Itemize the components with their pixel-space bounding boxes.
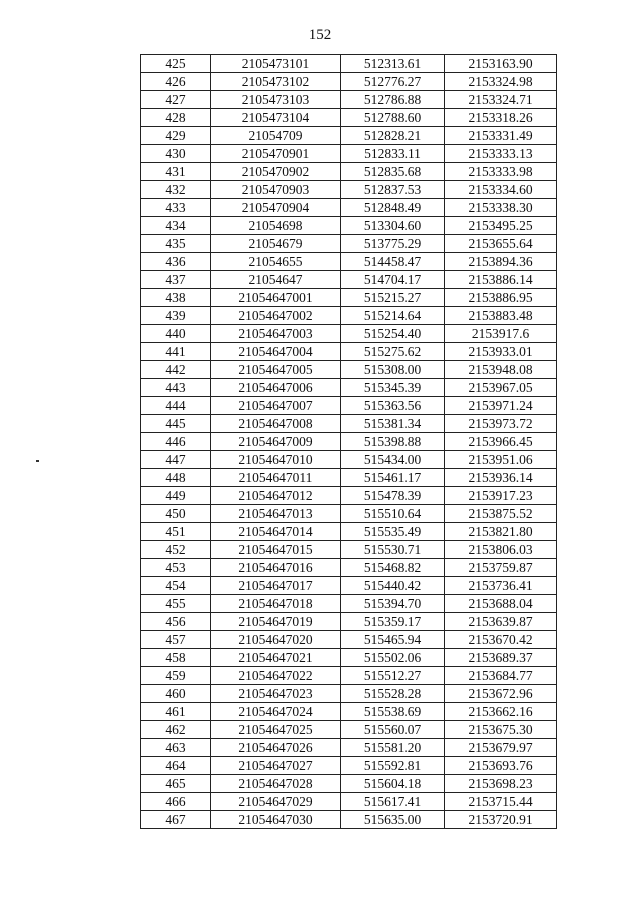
y-coordinate-cell: 2153966.45 xyxy=(445,433,557,451)
point-id-cell: 21054647030 xyxy=(211,811,341,829)
x-coordinate-cell: 512837.53 xyxy=(341,181,445,199)
row-number-cell: 455 xyxy=(141,595,211,613)
point-id-cell: 2105470903 xyxy=(211,181,341,199)
table-row xyxy=(141,379,557,397)
y-coordinate-cell: 2153655.64 xyxy=(445,235,557,253)
point-id-cell: 2105473103 xyxy=(211,91,341,109)
x-coordinate-cell: 515581.20 xyxy=(341,739,445,757)
x-coordinate-cell: 512786.88 xyxy=(341,91,445,109)
row-number-cell: 448 xyxy=(141,469,211,487)
table-row xyxy=(141,793,557,811)
point-id-cell: 21054647006 xyxy=(211,379,341,397)
point-id-cell: 21054647012 xyxy=(211,487,341,505)
point-id-cell: 2105470901 xyxy=(211,145,341,163)
table-row xyxy=(141,595,557,613)
point-id-cell: 21054647013 xyxy=(211,505,341,523)
y-coordinate-cell: 2153670.42 xyxy=(445,631,557,649)
x-coordinate-cell: 515398.88 xyxy=(341,433,445,451)
table-row xyxy=(141,181,557,199)
y-coordinate-cell: 2153689.37 xyxy=(445,649,557,667)
point-id-cell: 21054647017 xyxy=(211,577,341,595)
x-coordinate-cell: 512835.68 xyxy=(341,163,445,181)
y-coordinate-cell: 2153672.96 xyxy=(445,685,557,703)
y-coordinate-cell: 2153936.14 xyxy=(445,469,557,487)
table-row xyxy=(141,613,557,631)
y-coordinate-cell: 2153639.87 xyxy=(445,613,557,631)
row-number-cell: 444 xyxy=(141,397,211,415)
table-row xyxy=(141,271,557,289)
y-coordinate-cell: 2153759.87 xyxy=(445,559,557,577)
point-id-cell: 21054647025 xyxy=(211,721,341,739)
x-coordinate-cell: 514458.47 xyxy=(341,253,445,271)
table-row xyxy=(141,361,557,379)
table-row xyxy=(141,631,557,649)
point-id-cell: 21054647014 xyxy=(211,523,341,541)
row-number-cell: 457 xyxy=(141,631,211,649)
x-coordinate-cell: 515510.64 xyxy=(341,505,445,523)
point-id-cell: 21054647027 xyxy=(211,757,341,775)
x-coordinate-cell: 515478.39 xyxy=(341,487,445,505)
row-number-cell: 438 xyxy=(141,289,211,307)
table-row xyxy=(141,199,557,217)
x-coordinate-cell: 515308.00 xyxy=(341,361,445,379)
x-coordinate-cell: 515461.17 xyxy=(341,469,445,487)
x-coordinate-cell: 514704.17 xyxy=(341,271,445,289)
x-coordinate-cell: 515359.17 xyxy=(341,613,445,631)
point-id-cell: 21054647022 xyxy=(211,667,341,685)
point-id-cell: 21054647009 xyxy=(211,433,341,451)
x-coordinate-cell: 512776.27 xyxy=(341,73,445,91)
y-coordinate-cell: 2153917.6 xyxy=(445,325,557,343)
table-row xyxy=(141,145,557,163)
x-coordinate-cell: 515381.34 xyxy=(341,415,445,433)
scan-speck xyxy=(36,460,39,462)
table-row xyxy=(141,775,557,793)
point-id-cell: 21054655 xyxy=(211,253,341,271)
row-number-cell: 432 xyxy=(141,181,211,199)
y-coordinate-cell: 2153886.95 xyxy=(445,289,557,307)
point-id-cell: 2105470904 xyxy=(211,199,341,217)
point-id-cell: 21054647024 xyxy=(211,703,341,721)
x-coordinate-cell: 515214.64 xyxy=(341,307,445,325)
x-coordinate-cell: 515468.82 xyxy=(341,559,445,577)
table-row xyxy=(141,325,557,343)
table-row xyxy=(141,505,557,523)
table-row xyxy=(141,451,557,469)
table-row xyxy=(141,397,557,415)
y-coordinate-cell: 2153338.30 xyxy=(445,199,557,217)
row-number-cell: 467 xyxy=(141,811,211,829)
table-row xyxy=(141,415,557,433)
y-coordinate-cell: 2153675.30 xyxy=(445,721,557,739)
row-number-cell: 453 xyxy=(141,559,211,577)
y-coordinate-cell: 2153951.06 xyxy=(445,451,557,469)
table-row xyxy=(141,127,557,145)
table-row xyxy=(141,703,557,721)
x-coordinate-cell: 515560.07 xyxy=(341,721,445,739)
row-number-cell: 462 xyxy=(141,721,211,739)
row-number-cell: 463 xyxy=(141,739,211,757)
page-number: 152 xyxy=(308,27,332,43)
row-number-cell: 449 xyxy=(141,487,211,505)
point-id-cell: 21054647010 xyxy=(211,451,341,469)
row-number-cell: 427 xyxy=(141,91,211,109)
row-number-cell: 425 xyxy=(141,55,211,73)
x-coordinate-cell: 515530.71 xyxy=(341,541,445,559)
row-number-cell: 440 xyxy=(141,325,211,343)
row-number-cell: 454 xyxy=(141,577,211,595)
y-coordinate-cell: 2153973.72 xyxy=(445,415,557,433)
coordinates-table xyxy=(140,54,557,829)
point-id-cell: 21054698 xyxy=(211,217,341,235)
y-coordinate-cell: 2153886.14 xyxy=(445,271,557,289)
row-number-cell: 441 xyxy=(141,343,211,361)
y-coordinate-cell: 2153688.04 xyxy=(445,595,557,613)
x-coordinate-cell: 515394.70 xyxy=(341,595,445,613)
row-number-cell: 433 xyxy=(141,199,211,217)
x-coordinate-cell: 512828.21 xyxy=(341,127,445,145)
table-row xyxy=(141,667,557,685)
x-coordinate-cell: 515535.49 xyxy=(341,523,445,541)
row-number-cell: 428 xyxy=(141,109,211,127)
row-number-cell: 456 xyxy=(141,613,211,631)
y-coordinate-cell: 2153967.05 xyxy=(445,379,557,397)
y-coordinate-cell: 2153821.80 xyxy=(445,523,557,541)
x-coordinate-cell: 515592.81 xyxy=(341,757,445,775)
x-coordinate-cell: 515538.69 xyxy=(341,703,445,721)
row-number-cell: 431 xyxy=(141,163,211,181)
x-coordinate-cell: 515617.41 xyxy=(341,793,445,811)
y-coordinate-cell: 2153917.23 xyxy=(445,487,557,505)
table-row xyxy=(141,217,557,235)
point-id-cell: 21054647020 xyxy=(211,631,341,649)
y-coordinate-cell: 2153679.97 xyxy=(445,739,557,757)
row-number-cell: 466 xyxy=(141,793,211,811)
row-number-cell: 445 xyxy=(141,415,211,433)
row-number-cell: 458 xyxy=(141,649,211,667)
y-coordinate-cell: 2153331.49 xyxy=(445,127,557,145)
y-coordinate-cell: 2153698.23 xyxy=(445,775,557,793)
row-number-cell: 434 xyxy=(141,217,211,235)
point-id-cell: 21054647008 xyxy=(211,415,341,433)
row-number-cell: 465 xyxy=(141,775,211,793)
x-coordinate-cell: 513304.60 xyxy=(341,217,445,235)
y-coordinate-cell: 2153333.13 xyxy=(445,145,557,163)
point-id-cell: 21054647 xyxy=(211,271,341,289)
row-number-cell: 459 xyxy=(141,667,211,685)
y-coordinate-cell: 2153163.90 xyxy=(445,55,557,73)
y-coordinate-cell: 2153894.36 xyxy=(445,253,557,271)
y-coordinate-cell: 2153684.77 xyxy=(445,667,557,685)
table-row xyxy=(141,109,557,127)
y-coordinate-cell: 2153948.08 xyxy=(445,361,557,379)
y-coordinate-cell: 2153720.91 xyxy=(445,811,557,829)
point-id-cell: 21054679 xyxy=(211,235,341,253)
x-coordinate-cell: 515604.18 xyxy=(341,775,445,793)
table-row xyxy=(141,55,557,73)
point-id-cell: 21054709 xyxy=(211,127,341,145)
table-row xyxy=(141,163,557,181)
x-coordinate-cell: 515528.28 xyxy=(341,685,445,703)
table-row xyxy=(141,757,557,775)
y-coordinate-cell: 2153883.48 xyxy=(445,307,557,325)
point-id-cell: 2105473101 xyxy=(211,55,341,73)
point-id-cell: 21054647001 xyxy=(211,289,341,307)
table-row xyxy=(141,649,557,667)
table-row xyxy=(141,73,557,91)
table-row xyxy=(141,721,557,739)
point-id-cell: 21054647007 xyxy=(211,397,341,415)
row-number-cell: 429 xyxy=(141,127,211,145)
row-number-cell: 447 xyxy=(141,451,211,469)
point-id-cell: 21054647029 xyxy=(211,793,341,811)
table-row xyxy=(141,577,557,595)
x-coordinate-cell: 512848.49 xyxy=(341,199,445,217)
table-row xyxy=(141,541,557,559)
row-number-cell: 446 xyxy=(141,433,211,451)
x-coordinate-cell: 515502.06 xyxy=(341,649,445,667)
row-number-cell: 439 xyxy=(141,307,211,325)
y-coordinate-cell: 2153693.76 xyxy=(445,757,557,775)
y-coordinate-cell: 2153662.16 xyxy=(445,703,557,721)
x-coordinate-cell: 515345.39 xyxy=(341,379,445,397)
point-id-cell: 2105470902 xyxy=(211,163,341,181)
y-coordinate-cell: 2153715.44 xyxy=(445,793,557,811)
row-number-cell: 451 xyxy=(141,523,211,541)
x-coordinate-cell: 515215.27 xyxy=(341,289,445,307)
x-coordinate-cell: 515254.40 xyxy=(341,325,445,343)
row-number-cell: 443 xyxy=(141,379,211,397)
y-coordinate-cell: 2153324.71 xyxy=(445,91,557,109)
x-coordinate-cell: 515635.00 xyxy=(341,811,445,829)
point-id-cell: 21054647018 xyxy=(211,595,341,613)
table-row xyxy=(141,811,557,829)
point-id-cell: 21054647019 xyxy=(211,613,341,631)
table-row xyxy=(141,739,557,757)
table-body xyxy=(141,55,557,829)
y-coordinate-cell: 2153495.25 xyxy=(445,217,557,235)
x-coordinate-cell: 515465.94 xyxy=(341,631,445,649)
table-row xyxy=(141,307,557,325)
point-id-cell: 21054647011 xyxy=(211,469,341,487)
row-number-cell: 435 xyxy=(141,235,211,253)
row-number-cell: 436 xyxy=(141,253,211,271)
x-coordinate-cell: 515512.27 xyxy=(341,667,445,685)
point-id-cell: 21054647002 xyxy=(211,307,341,325)
table-row xyxy=(141,523,557,541)
point-id-cell: 21054647026 xyxy=(211,739,341,757)
point-id-cell: 21054647028 xyxy=(211,775,341,793)
y-coordinate-cell: 2153806.03 xyxy=(445,541,557,559)
row-number-cell: 450 xyxy=(141,505,211,523)
table-row xyxy=(141,289,557,307)
row-number-cell: 426 xyxy=(141,73,211,91)
y-coordinate-cell: 2153933.01 xyxy=(445,343,557,361)
row-number-cell: 452 xyxy=(141,541,211,559)
x-coordinate-cell: 513775.29 xyxy=(341,235,445,253)
row-number-cell: 461 xyxy=(141,703,211,721)
point-id-cell: 21054647004 xyxy=(211,343,341,361)
row-number-cell: 464 xyxy=(141,757,211,775)
x-coordinate-cell: 512833.11 xyxy=(341,145,445,163)
point-id-cell: 21054647003 xyxy=(211,325,341,343)
point-id-cell: 2105473104 xyxy=(211,109,341,127)
point-id-cell: 21054647021 xyxy=(211,649,341,667)
x-coordinate-cell: 512313.61 xyxy=(341,55,445,73)
table-row xyxy=(141,685,557,703)
table-row xyxy=(141,343,557,361)
x-coordinate-cell: 515434.00 xyxy=(341,451,445,469)
x-coordinate-cell: 515363.56 xyxy=(341,397,445,415)
y-coordinate-cell: 2153875.52 xyxy=(445,505,557,523)
table-row xyxy=(141,235,557,253)
x-coordinate-cell: 512788.60 xyxy=(341,109,445,127)
point-id-cell: 2105473102 xyxy=(211,73,341,91)
row-number-cell: 437 xyxy=(141,271,211,289)
table-row xyxy=(141,559,557,577)
y-coordinate-cell: 2153736.41 xyxy=(445,577,557,595)
y-coordinate-cell: 2153333.98 xyxy=(445,163,557,181)
x-coordinate-cell: 515440.42 xyxy=(341,577,445,595)
point-id-cell: 21054647016 xyxy=(211,559,341,577)
table-row xyxy=(141,487,557,505)
y-coordinate-cell: 2153318.26 xyxy=(445,109,557,127)
table-row xyxy=(141,433,557,451)
row-number-cell: 442 xyxy=(141,361,211,379)
point-id-cell: 21054647005 xyxy=(211,361,341,379)
point-id-cell: 21054647015 xyxy=(211,541,341,559)
row-number-cell: 430 xyxy=(141,145,211,163)
row-number-cell: 460 xyxy=(141,685,211,703)
y-coordinate-cell: 2153324.98 xyxy=(445,73,557,91)
table-row xyxy=(141,91,557,109)
table-row xyxy=(141,253,557,271)
y-coordinate-cell: 2153971.24 xyxy=(445,397,557,415)
table-row xyxy=(141,469,557,487)
y-coordinate-cell: 2153334.60 xyxy=(445,181,557,199)
x-coordinate-cell: 515275.62 xyxy=(341,343,445,361)
point-id-cell: 21054647023 xyxy=(211,685,341,703)
